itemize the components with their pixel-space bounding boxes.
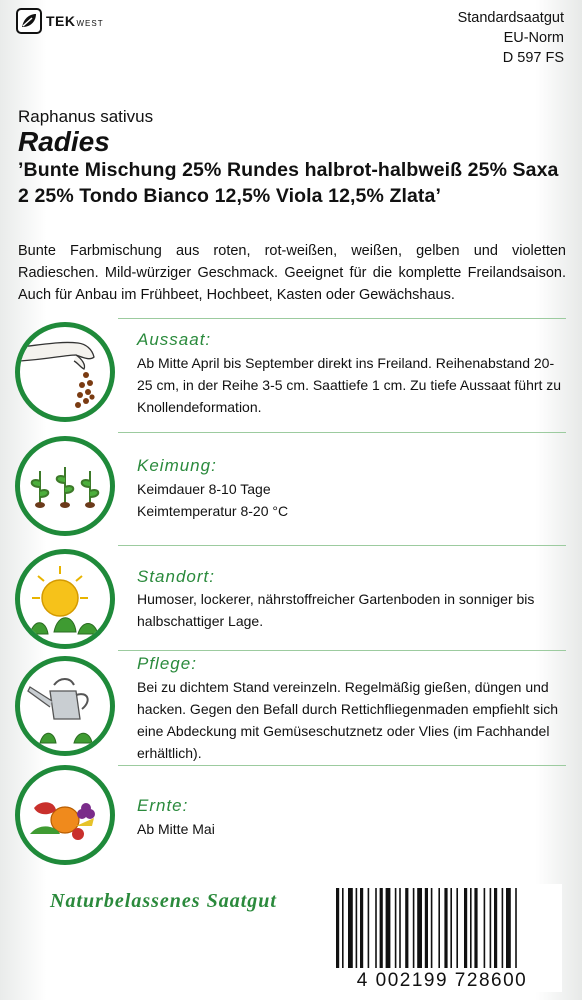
product-header <box>18 106 568 209</box>
seedlings-icon <box>15 436 115 536</box>
product-name: Radies <box>18 126 110 157</box>
section-title-ernte: Ernte: <box>137 796 189 815</box>
variety-name: ’Bunte Mischung 25% Rundes halbrot-halbweiß 25% Saxa 2 25% Tondo Bianco 12,5% Viola 12,5% Zlata’ <box>18 159 559 207</box>
standard-info <box>458 8 564 68</box>
barcode-number: 4 002199 728600 <box>356 970 528 991</box>
watering-can-icon <box>15 656 115 756</box>
brand-name: TEKWEST <box>46 13 104 29</box>
leaf-logo-icon <box>16 8 42 34</box>
footer-slogan: Naturbelassenes Saatgut <box>50 890 277 912</box>
section-title-standort: Standort: <box>137 567 215 586</box>
sowing-hand-icon <box>15 322 115 422</box>
section-title-pflege: Pflege: <box>137 654 197 673</box>
section-title-keimung: Keimung: <box>137 456 217 475</box>
section-title-aussaat: Aussaat: <box>137 330 212 349</box>
brand-logo <box>16 8 104 34</box>
barcode <box>322 884 562 992</box>
lot-code: D 597 FS <box>502 50 564 66</box>
section-text-standort: Humoser, lockerer, nährstoffreicher Gartenboden in sonniger bis halbschattiger Lage. <box>137 591 535 629</box>
section-divider <box>118 432 566 433</box>
standard-label: Standardsaatgut <box>457 10 564 26</box>
section-divider <box>118 545 566 546</box>
norm-label: EU-Norm <box>503 30 564 46</box>
sun-plants-icon <box>15 549 115 649</box>
section-divider <box>118 765 566 766</box>
latin-name: Raphanus sativus <box>18 107 154 126</box>
section-text-aussaat: Ab Mitte April bis September direkt ins Freiland. Reihenabstand 20-25 cm, in der Reihe 3-5 cm. Saattiefe 1 cm. Zu tiefe Aussaat führt zu Knollendeformation. <box>137 355 562 415</box>
harvest-basket-icon <box>15 765 115 865</box>
section-divider <box>118 650 566 651</box>
barcode-bars <box>322 884 562 970</box>
product-description: Bunte Farbmischung aus roten, rot-weißen, weißen, gelben und violetten Radieschen. Mild-würziger Geschmack. Geeignet für die komplette Freilandsaison. Auch für Anbau im Frühbeet, Hochbeet, Kasten oder Gewächshaus. <box>18 243 566 303</box>
section-text-keimung: Keimdauer 8-10 Tage Keimtemperatur 8-20 °C <box>137 481 289 519</box>
section-divider <box>118 318 566 319</box>
section-text-ernte: Ab Mitte Mai <box>137 821 215 837</box>
section-text-pflege: Bei zu dichtem Stand vereinzeln. Regelmäßig gießen, düngen und hacken. Gegen den Befall durch Rettichfliegenmaden empfiehlt sich eine Abdeckung mit Gemüseschutznetz oder Vlies (im Fachhandel erhältlich). <box>137 679 559 761</box>
